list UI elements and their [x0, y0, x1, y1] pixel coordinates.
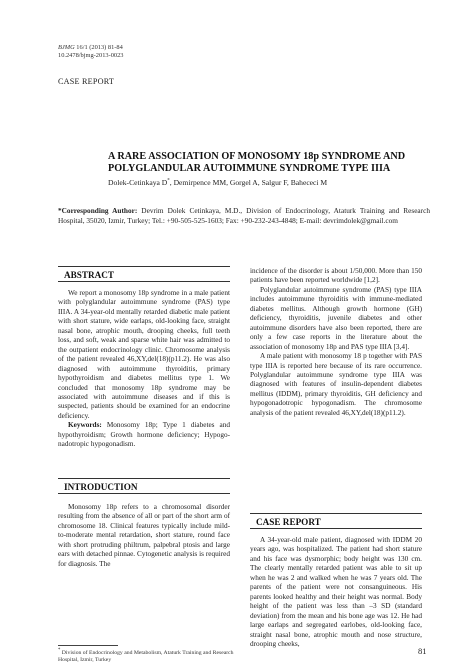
case-report-heading: CASE REPORT — [250, 513, 422, 529]
intro-paragraph-2: Polyglandular autoimmune syndrome (PAS) type IIIA includes autoimmune thyroiditis with immune-mediated diabetes mellitus. Although growth hormone (GH) deficiency, thyroiditis, juvenile diabetes and other autoimmune disorders have also been reported, there are only a few case reports in the literature about the association of monosomy 18p and PAS type IIIA [3,4]. — [250, 285, 422, 351]
footnote — [58, 647, 234, 664]
corresponding-mark: * — [167, 178, 170, 184]
article-title — [108, 151, 438, 175]
article-type-label: CASE REPORT — [58, 77, 115, 86]
first-author: Dolek-Cetinkaya D — [108, 178, 168, 187]
introduction-text: Monosomy 18p refers to a chromosomal disorder resulting from the absence of all or part of the short arm of chromosome 18. Clinical features typically include mild-to-moderate mental retardation, short stature, round face with short protruding philtrum, palpebral ptosis and large ears with detached pinnae. Cytogenetic analysis is required for diagnosis. The — [58, 503, 230, 568]
footnote-divider — [58, 645, 118, 646]
journal-name: BJMG — [58, 44, 75, 51]
intro-paragraph-3: A male patient with monosomy 18 p together with PAS type IIIA is reported here because of its rare occurrence. Polyglandular autoimmune syndrome type IIIA was diagnosed with features of insulin-dependent diabetes mellitus (IDDM), primary thyroiditis, GH deficiency and hypogonadotropic hypogonadism. The chromosome analysis of the patient revealed 46,XY,del(18)(p11.2). — [250, 352, 422, 417]
title-line-1: A RARE ASSOCIATION OF MONOSOMY 18p SYNDROME AND — [108, 151, 406, 162]
keywords-label: Keywords: — [68, 421, 102, 430]
abstract-text: We report a monosomy 18p syndrome in a male patient with polyglandular autoimmune syndrome (PAS) type IIIA. A 34-year-old mentally retarded diabetic male patient with short stature, wide earlaps, old-looking face, straight nasal bone, atrophic mouth, drooping cheeks, full teeth loss, and soft, weak and sparse white hair was admitted to the outpatient endocrinology clinic. Chromosome analysis of the patient revealed 46,XY,del(18)(p11.2). He was also diagnosed with autoimmune thyroiditis, primary hypothyroidism and diabetes mellitus type 1. We concluded that monosomy 18p syndrome may be associated with autoimmune diseases and if this is suspected, patients should be examined for an endocrine deficiency. — [58, 289, 230, 420]
title-line-2: POLYGLANDULAR AUTOIMMUNE SYNDROME TYPE IIIA — [108, 163, 391, 174]
case-report-body — [250, 536, 422, 649]
introduction-heading: INTRODUCTION — [58, 478, 230, 494]
abstract-heading: ABSTRACT — [58, 266, 230, 282]
abstract-body — [58, 289, 230, 450]
journal-volume: 16/1 (2013) 81-84 — [76, 44, 123, 51]
footnote-text: Division of Endocrinology and Metabolism, Ataturk Training and Research Hospital, Izmir, Turkey — [58, 649, 234, 663]
footnote-mark: * — [58, 648, 61, 653]
page-number: 81 — [418, 646, 427, 656]
corresponding-author-block — [58, 206, 430, 227]
intro-paragraph-1: incidence of the disorder is about 1/50,000. More than 150 patients have been reported worldwide [1,2]. — [250, 267, 422, 285]
case-report-text: A 34-year-old male patient, diagnosed with IDDM 20 years ago, was hospitalized. The patient had short stature and his face was dysmorphic; body height was 130 cm. The clearly mentally retarded patient was able to sit up when he was 2 and walked when he was 7 years old. The parents of the patient were not consanguineous. His parents looked healthy and their height was normal. Body height of the patient was less than –3 SD (standard deviation) from the mean and his bone age was 12. He had large earlaps and segregated earlobes, old-looking face, straight nasal bone, atrophic mouth and nose structure, drooping cheeks, — [250, 536, 422, 648]
author-list — [108, 178, 327, 187]
corresponding-author-details: Devrim Dolek Cetinkaya, M.D., Division of Endocrinology, Ataturk Training and Research Hospital, 35020, Izmir, Turkey; Tel.: +90-505-525-1603; Fax: +90-232-243-4848; E-mail: devrimdolek@gmail.com — [58, 206, 430, 226]
corresponding-author-label: *Corresponding Author: — [58, 206, 138, 215]
other-authors: , Demirpence MM, Gorgel A, Salgur F, Bahececi M — [169, 178, 328, 187]
doi: 10.2478/bjmg-2013-0023 — [58, 52, 124, 59]
keywords — [58, 421, 230, 449]
introduction-body — [58, 503, 230, 569]
right-column-body — [250, 267, 422, 418]
keywords-text: Monosomy 18p; Type 1 diabetes and hypothyroidism; Growth hormone deficiency; Hypogo-nadotropic hypogonadism. — [58, 421, 230, 449]
journal-citation — [58, 44, 123, 52]
